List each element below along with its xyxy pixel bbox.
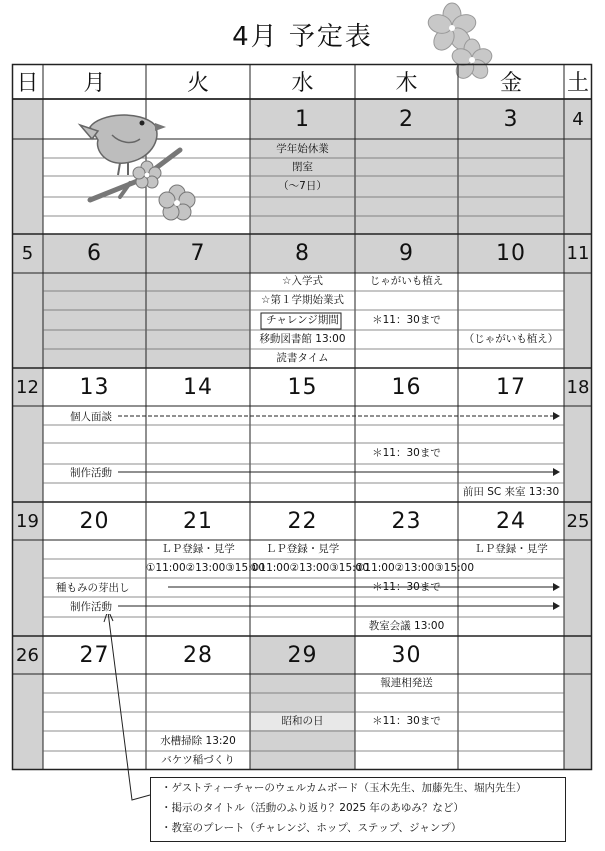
weekday-header: 土 xyxy=(566,71,589,96)
day-number: 23 xyxy=(391,508,422,534)
event-text: 報連相発送 xyxy=(380,677,433,689)
event-text: ①11:00②13:00③15:00 xyxy=(146,562,266,574)
weekday-header: 火 xyxy=(186,71,209,96)
gray-cell xyxy=(146,273,250,368)
event-text: 読書タイム xyxy=(276,352,329,364)
day-number: 25 xyxy=(566,510,590,532)
day-number: 26 xyxy=(16,644,39,666)
notes-box xyxy=(150,777,566,842)
event-text: ①11:00②13:00③15:00 xyxy=(250,562,370,574)
event-text: ＊11：30まで xyxy=(372,715,441,727)
event-label: 個人面談 xyxy=(70,411,112,423)
weekday-header: 日 xyxy=(16,71,39,96)
day-number: 13 xyxy=(79,374,110,400)
day-number: 24 xyxy=(496,508,526,534)
event-text: ＬＰ登録・見学 xyxy=(265,543,340,555)
day-number: 22 xyxy=(287,508,318,534)
event-label: 制作活動 xyxy=(70,601,112,613)
weekday-header: 月 xyxy=(83,71,106,96)
event-text: ＊11：30まで xyxy=(372,447,441,459)
weekday-header: 水 xyxy=(291,71,314,96)
day-number: 4 xyxy=(572,108,584,130)
day-number: 28 xyxy=(183,642,213,668)
day-number: 8 xyxy=(295,241,310,266)
event-text: 教室会議 13:00 xyxy=(368,620,445,632)
event-label: 制作活動 xyxy=(70,467,112,479)
flower-icon xyxy=(125,155,205,235)
day-number: 7 xyxy=(190,241,206,266)
event-label: 種もみの芽出し xyxy=(56,582,130,594)
day-number: 17 xyxy=(496,374,526,400)
note-item: ・教室のプレート（チャレンジ、ホップ、ステップ、ジャンプ） xyxy=(161,822,462,834)
gray-cell xyxy=(43,273,146,368)
event-text: バケツ稲づくり xyxy=(161,754,235,766)
day-number xyxy=(12,99,43,139)
event-text: （じゃがいも植え） xyxy=(463,333,559,345)
event-text: チャレンジ期間 xyxy=(266,314,339,326)
event-text: ①11:00②13:00③15:00 xyxy=(355,562,475,574)
production-arrow-2-head xyxy=(553,602,560,610)
day-number: 10 xyxy=(496,241,526,266)
interview-arrow-head xyxy=(553,412,560,420)
day-number: 14 xyxy=(183,374,213,400)
germination-arrow-head xyxy=(553,583,560,591)
event-text: 水槽掃除 13:20 xyxy=(160,735,236,747)
day-number: 12 xyxy=(16,376,39,398)
day-number: 21 xyxy=(183,508,213,534)
day-number: 15 xyxy=(287,374,318,400)
day-number: 18 xyxy=(566,376,590,398)
event-text: 閉室 xyxy=(292,161,313,173)
day-number: 16 xyxy=(391,374,422,400)
day-number xyxy=(458,636,564,674)
day-number: 20 xyxy=(79,508,110,534)
production-arrow-head xyxy=(553,468,560,476)
event-text: 前田 SC 来室 13:30 xyxy=(462,486,560,498)
page-title: 4月 予定表 xyxy=(232,22,373,52)
event-text: ☆入学式 xyxy=(282,275,323,287)
day-number: 30 xyxy=(391,642,422,668)
note-item: ・掲示のタイトル（活動のふり返り？2025 年のあゆみ？など） xyxy=(161,802,464,814)
day-number: 27 xyxy=(79,642,110,668)
day-number: 1 xyxy=(295,106,310,132)
day-number: 6 xyxy=(87,241,102,266)
event-text: （～7日） xyxy=(278,180,327,192)
event-text: ＊11：30まで xyxy=(372,581,441,593)
day-number: 9 xyxy=(399,241,414,266)
day-number: 3 xyxy=(503,106,519,132)
event-text: ＊11：30まで xyxy=(372,314,441,326)
day-number: 29 xyxy=(287,642,318,668)
event-text: ＬＰ登録・見学 xyxy=(474,543,548,555)
day-number: 5 xyxy=(21,243,34,264)
day-number: 11 xyxy=(566,243,590,264)
day-number xyxy=(564,636,592,674)
day-number: 19 xyxy=(16,510,39,532)
weekday-header: 木 xyxy=(395,71,418,96)
event-text: 昭和の日 xyxy=(281,715,324,727)
weekday-header: 金 xyxy=(499,71,522,96)
event-text: 移動図書館 13:00 xyxy=(259,333,346,345)
event-text: じゃがいも植え xyxy=(369,275,444,287)
day-number: 2 xyxy=(399,106,414,132)
event-text: ＬＰ登録・見学 xyxy=(161,543,235,555)
event-text: 学年始休業 xyxy=(276,143,329,155)
note-item: ・ゲストティーチャーのウェルカムボード（玉木先生、加藤先生、堀内先生） xyxy=(161,782,527,794)
event-text: ☆第１学期始業式 xyxy=(261,294,344,306)
